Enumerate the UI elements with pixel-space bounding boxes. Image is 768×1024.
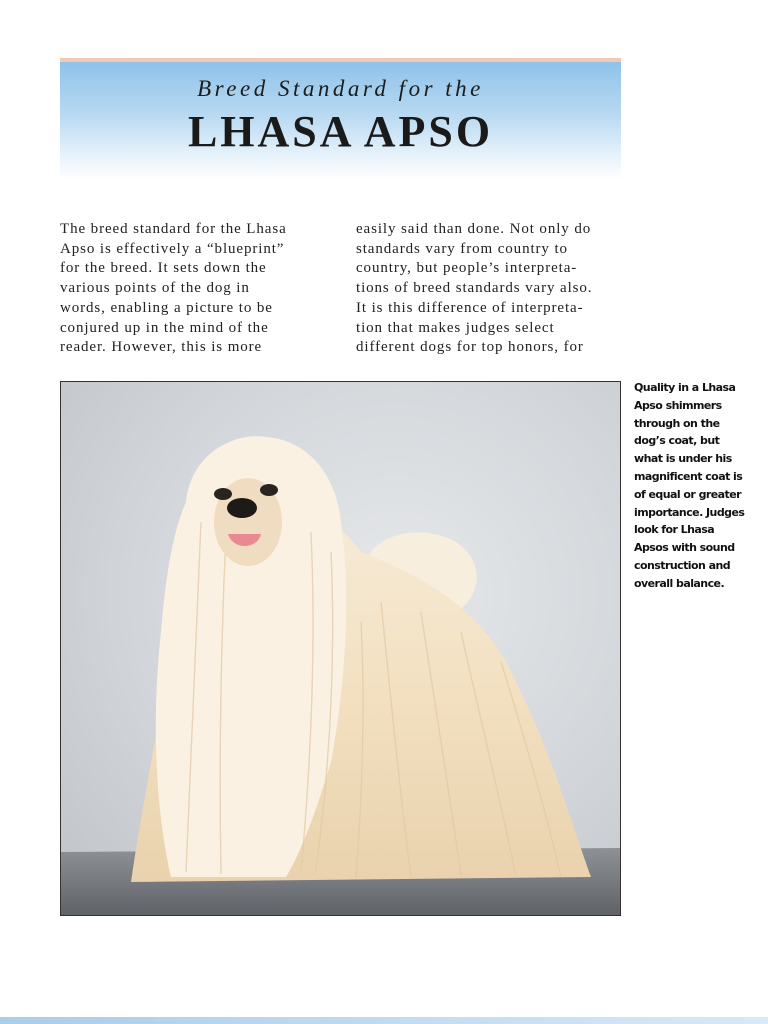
title-banner [60, 58, 621, 180]
body-line: for the breed. It sets down the [60, 260, 267, 277]
caption-line: overall balance. [634, 576, 725, 590]
caption-line: what is under his [634, 452, 732, 466]
lhasa-apso-photo [60, 381, 621, 916]
caption-line: importance. Judges [634, 505, 745, 519]
body-line: tions of breed standards vary also. [356, 280, 593, 297]
body-line: It is this difference of interpreta- [356, 299, 584, 316]
body-line: words, enabling a picture to be [60, 299, 273, 316]
dog-illustration [61, 382, 620, 915]
body-line: easily said than done. Not only do [356, 221, 592, 237]
body-line: various points of the dog in [60, 280, 250, 297]
body-line: Apso is effectively a “blueprint” [60, 240, 285, 257]
caption-line: Quality in a Lhasa [634, 381, 736, 394]
right-eye [260, 484, 278, 496]
body-line: The breed standard for the Lhasa [60, 221, 287, 237]
body-line: tion that makes judges select [356, 319, 555, 336]
caption-line: dog’s coat, but [634, 434, 720, 448]
caption-line: of equal or greater [634, 487, 742, 501]
body-line: country, but people’s interpreta- [356, 260, 578, 277]
body-line: reader. However, this is more [60, 339, 263, 356]
caption-line: Apsos with sound [634, 541, 735, 555]
body-line: different dogs for top honors, for [356, 339, 584, 356]
photo-caption [634, 379, 764, 593]
nose [227, 498, 257, 518]
caption-line: Apso shimmers [634, 398, 722, 412]
caption-line: magnificent coat is [634, 469, 743, 483]
caption-line: through on the [634, 416, 720, 430]
footer-bar [0, 1017, 768, 1024]
body-column-right [356, 220, 620, 358]
caption-line: construction and [634, 558, 731, 572]
caption-line: look for Lhasa [634, 523, 715, 537]
body-line: standards vary from country to [356, 240, 568, 257]
page-title: LHASA APSO [187, 107, 494, 156]
body-line: conjured up in the mind of the [60, 319, 269, 336]
page-subtitle: Breed Standard for the [197, 76, 484, 101]
left-eye [214, 488, 232, 500]
body-column-left [60, 220, 324, 358]
